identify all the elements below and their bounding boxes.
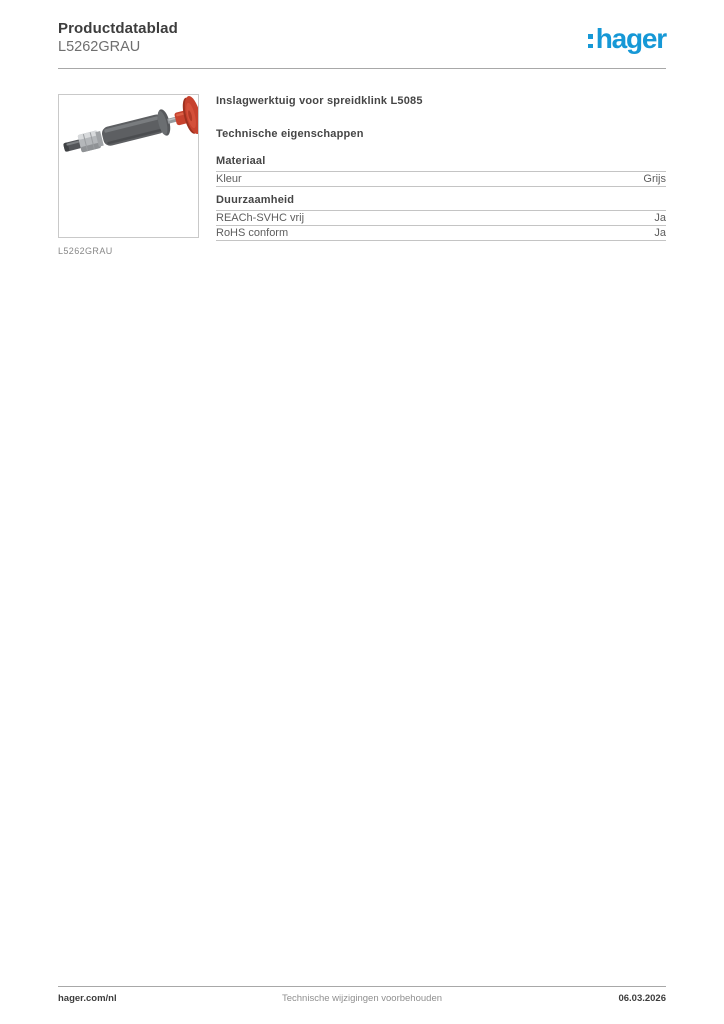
group-heading: Duurzaamheid — [216, 194, 666, 211]
footer-website-link[interactable]: hager.com/nl — [58, 993, 117, 1004]
table-row — [216, 226, 666, 241]
header-divider — [58, 68, 666, 69]
table-row — [216, 172, 666, 187]
property-label: REACh-SVHC vrij — [216, 212, 305, 224]
footer-divider — [58, 986, 666, 987]
property-group-duurzaamheid — [216, 194, 666, 241]
product-image-frame — [58, 94, 199, 238]
property-group-materiaal — [216, 155, 666, 187]
product-description-title: Inslagwerktuig voor spreidklink L5085 — [216, 95, 423, 107]
product-code: L5262GRAU — [58, 39, 141, 55]
footer-notice: Technische wijzigingen voorbehouden — [281, 993, 443, 1004]
group-heading: Materiaal — [216, 155, 666, 172]
table-row — [216, 211, 666, 226]
property-value: Grijs — [643, 173, 666, 185]
hager-logo-colon-icon — [588, 34, 593, 53]
property-value: Ja — [654, 212, 666, 224]
hager-logo — [588, 25, 666, 53]
page-title: Productdatablad — [58, 20, 178, 37]
impact-tool-illustration — [59, 95, 198, 237]
property-label: RoHS conform — [216, 227, 289, 239]
hager-logo-text: hager — [595, 23, 666, 54]
property-label: Kleur — [216, 173, 242, 185]
footer-date: 06.03.2026 — [618, 993, 666, 1004]
technical-properties-heading: Technische eigenschappen — [216, 128, 364, 140]
property-value: Ja — [654, 227, 666, 239]
product-image-caption: L5262GRAU — [58, 246, 113, 256]
